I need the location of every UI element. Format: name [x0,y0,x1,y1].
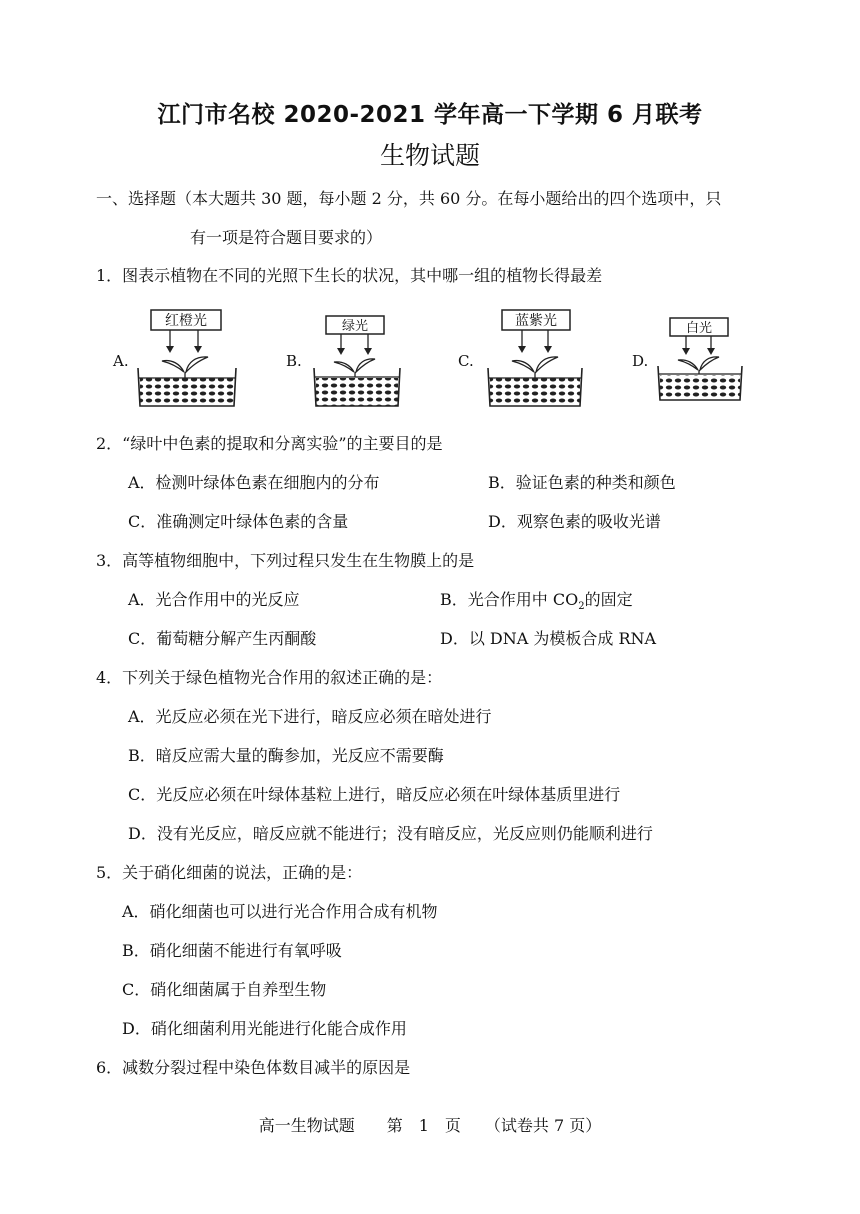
figure-a-letter: A. [113,352,129,370]
figure-c-letter: C. [458,352,474,370]
figure-c-light: 蓝紫光 [515,313,557,329]
section-heading: 一、选择题（本大题共 30 题，每小题 2 分，共 60 分。在每小题给出的四个选项中，只 [96,189,722,208]
co2-subscript: 2 [578,601,585,613]
subject-title: 生物试题 [379,141,480,170]
question-2-option-a[interactable]: A．检测叶绿体色素在细胞内的分布 [128,473,380,492]
question-4-option-d[interactable]: D．没有光反应，暗反应就不能进行；没有暗反应，光反应则仍能顺利进行 [128,824,653,843]
page-footer: 高一生物试题 第 1 页 （试卷共 7 页） [258,1116,602,1135]
question-4-option-c[interactable]: C．光反应必须在叶绿体基粒上进行，暗反应必须在叶绿体基质里进行 [128,785,621,804]
question-5-stem: 5．关于硝化细菌的说法，正确的是： [96,863,363,882]
question-3-option-c[interactable]: C．葡萄糖分解产生丙酮酸 [128,629,317,648]
question-2-option-b[interactable]: B．验证色素的种类和颜色 [488,473,676,492]
question-2-option-c[interactable]: C．准确测定叶绿体色素的含量 [128,512,349,531]
exam-title: 江门市名校 2020-2021 学年高一下学期 6 月联考 [157,102,703,128]
figure-b [312,312,404,412]
question-4-stem: 4．下列关于绿色植物光合作用的叙述正确的是： [96,668,443,687]
question-2-option-d[interactable]: D．观察色素的吸收光谱 [488,512,661,531]
figure-d [656,314,746,406]
question-5-option-a[interactable]: A．硝化细菌也可以进行光合作用合成有机物 [122,902,438,921]
question-2-stem: 2．“绿叶中色素的提取和分离实验”的主要目的是 [96,434,443,453]
question-3-option-b[interactable] [440,590,633,617]
question-5-option-d[interactable]: D．硝化细菌利用光能进行化能合成作用 [122,1019,407,1038]
figure-d-letter: D. [632,352,649,370]
question-3-option-a[interactable]: A．光合作用中的光反应 [128,590,300,609]
figure-b-light: 绿光 [341,319,369,334]
question-6-stem: 6．减数分裂过程中染色体数目减半的原因是 [96,1058,411,1077]
question-4-option-a[interactable]: A．光反应必须在光下进行，暗反应必须在暗处进行 [128,707,492,726]
section-heading-cont: 有一项是符合题目要求的） [190,228,383,247]
option-b-text: B．光合作用中 CO [440,590,579,609]
question-5-option-b[interactable]: B．硝化细菌不能进行有氧呼吸 [122,941,342,960]
figure-a-light: 红橙光 [165,313,207,329]
figure-a [136,306,240,410]
question-5-option-c[interactable]: C．硝化细菌属于自养型生物 [122,980,327,999]
figure-b-letter: B. [286,352,302,370]
question-3-option-d[interactable]: D．以 DNA 为模板合成 RNA [440,629,657,648]
question-4-option-b[interactable]: B．暗反应需大量的酶参加，光反应不需要酶 [128,746,444,765]
question-1-stem: 1．图表示植物在不同的光照下生长的状况，其中哪一组的植物长得最差 [96,266,603,285]
figure-d-light: 白光 [685,321,713,336]
figure-c [486,306,586,410]
option-b-tail: 的固定 [584,590,633,609]
question-3-stem: 3．高等植物细胞中，下列过程只发生在生物膜上的是 [96,551,475,570]
